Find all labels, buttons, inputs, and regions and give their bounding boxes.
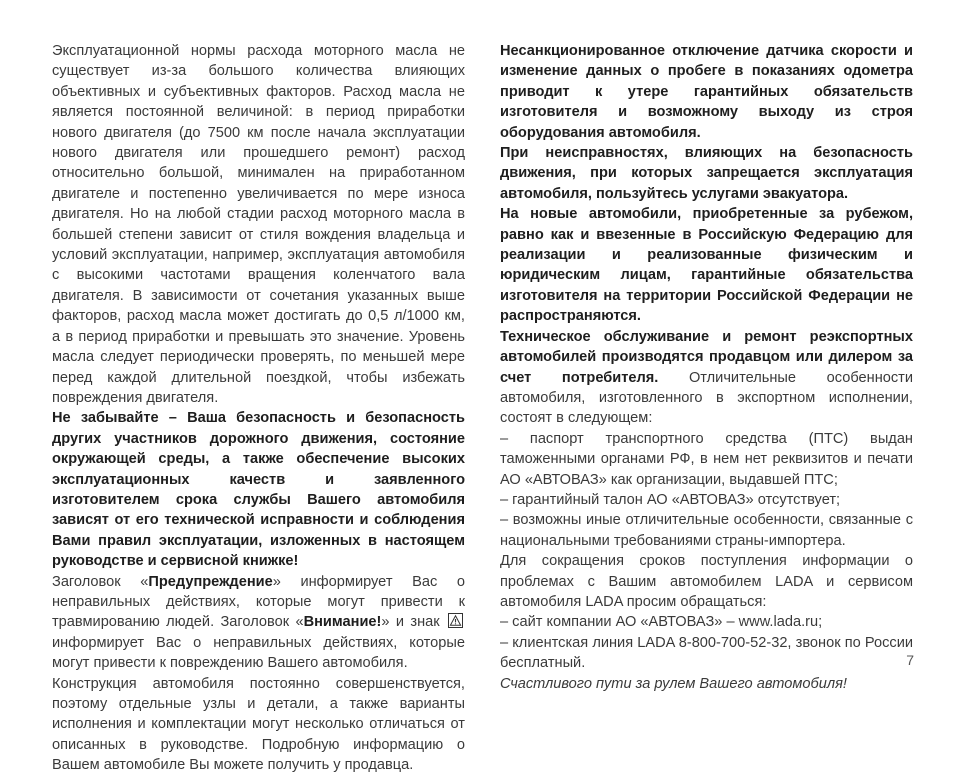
warning-triangle-icon [448,613,463,628]
page-number: 7 [906,652,914,668]
odometer-warning-paragraph: Несанкционированное отключение датчика скорости и изменение данных о пробеге в показаниях одометра приводит к утере гарантийных обязательств изготовителя и возможному выходу из строя оборудования автомобиля. [500,43,913,141]
text-fragment: » и знак [381,614,446,631]
tow-truck-paragraph: При неисправностях, влияющих на безопасность движения, при которых запрещается эксплуатация автомобиля, пользуйтесь услугами эвакуатора. [500,145,913,202]
contact-website: – сайт компании АО «АВТОВАЗ» – www.lada.ru; [500,614,823,631]
reexport-rest: Отличительные особенности автомобиля, изготовленного в экспортном исполнении, состоят в следующем: [500,369,914,427]
closing-wish: Счастливого пути за рулем Вашего автомобиля! [500,675,847,692]
text-fragment: информирует Вас о неправильных действиях, которые могут привести к повреждению Вашего автомобиля. [52,634,465,672]
list-item: – возможны иные отличительные особенности, связанные с национальными требованиями страны-импортера. [500,512,913,549]
reexport-bold: Техническое обслуживание и ремонт реэкспортных автомобилей производятся продавцом или дилером за счет потребителя. [500,328,913,386]
text-fragment: » информирует Вас о неправильных действиях, которые могут привести к травмированию людей. Заголовок « [52,573,465,631]
warning-label: Предупреждение [148,573,273,590]
left-column [52,41,465,776]
contact-intro-paragraph: Для сокращения сроков поступления информации о проблемах с Вашим автомобилем LADA и сервисом автомобиля LADA просим обращаться: [500,553,913,610]
safety-reminder-paragraph: Не забывайте – Ваша безопасность и безопасность других участников дорожного движения, состояние окружающей среды, а также обеспечение высоких эксплуатационных качеств и заявленного изготовителем срока службы Вашего автомобиля зависят от его технической исправности и соблюдения Вами правил эксплуатации, изложенных в настоящем руководстве и сервисной книжке! [52,410,465,570]
attention-label: Внимание! [303,614,382,631]
warning-headers-paragraph [52,572,465,674]
list-item: – паспорт транспортного средства (ПТС) выдан таможенными органами РФ, в нем нет реквизитов и печати АО «АВТОВАЗ» как организации, выдавшей ПТС; [500,430,913,488]
right-column [500,41,913,694]
contact-hotline: – клиентская линия LADA 8-800-700-52-32, звонок по России бесплатный. [500,634,913,672]
text-fragment: Заголовок « [52,573,149,590]
oil-consumption-paragraph: Эксплуатационной нормы расхода моторного масла не существует из-за большого количества влияющих объективных и субъективных факторов. Расход масла не является постоянной величиной: в период приработки нового двигателя (до 7500 км после начала эксплуатации нового двигателя или прошедшего ремонт) расход относительно большой, минимален на приработанном двигателе и постепенно увеличивается по мере износа двигателя. Но на любой стадии расход моторного масла в большей степени зависит от стиля вождения владельца и условий эксплуатации, например, эксплуатация автомобиля с высокими частотами вращения коленчатого вала двигателя. В зависимости от сочетания указанных выше факторов, расход масла может достигать до 0,5 л/1000 км, а в период приработки и превышать это значение. Уровень масла следует периодически проверять, по меньшей мере перед каждой длительной поездкой, чтобы избежать повреждения двигателя. [52,43,465,406]
design-changes-paragraph: Конструкция автомобиля постоянно совершенствуется, поэтому отдельные узлы и детали, а также варианты исполнения и комплектации могут несколько отличаться от описанных в руководстве. Подробную информацию о Вашем автомобиле Вы можете получить у продавца. [52,675,465,774]
reexport-paragraph [500,327,913,429]
foreign-warranty-paragraph: На новые автомобили, приобретенные за рубежом, равно как и ввезенные в Российскую Федерацию для реализации и реализованные физическим и юридическим лицам, гарантийные обязательства изготовителя на территории Российской Федерации не распространяются. [500,206,913,325]
list-item: – гарантийный талон АО «АВТОВАЗ» отсутствует; [500,491,841,508]
